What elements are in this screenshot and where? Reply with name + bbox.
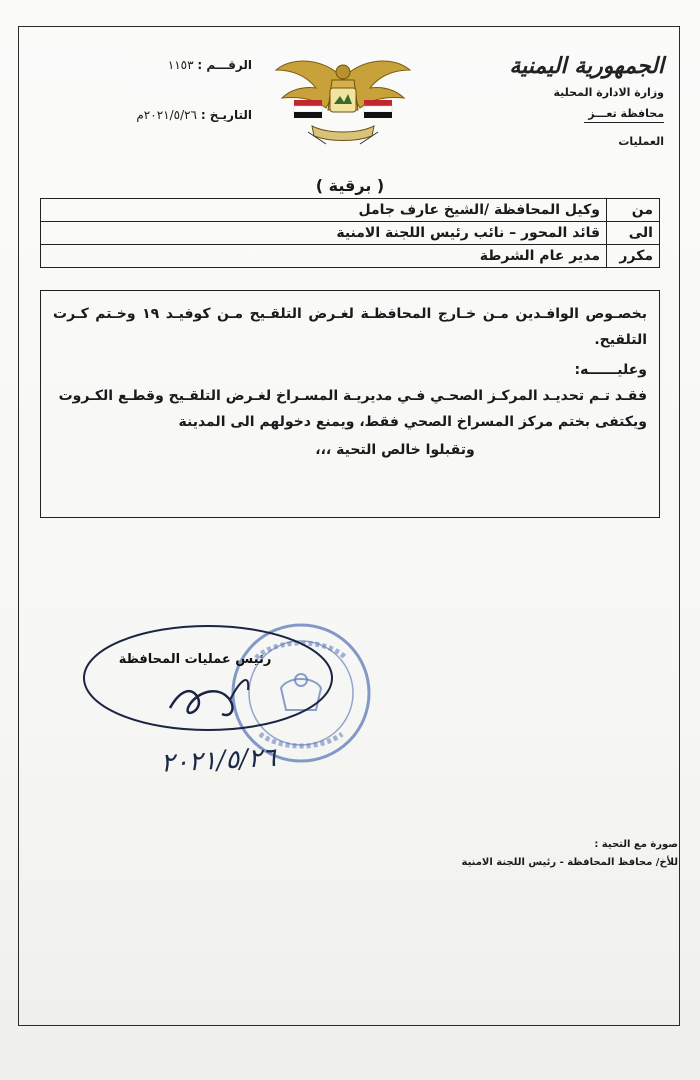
header-reference bbox=[82, 58, 252, 158]
reference-value: ١١٥٣ bbox=[167, 58, 194, 72]
routing-table bbox=[40, 198, 660, 268]
body-paragraph-decision: فقـد تـم تحديـد المركـز الصحـي فـي مديريـة المسـراخ لغـرض التلقـيح وقطـع الكـروت bbox=[58, 388, 647, 404]
routing-key: مكرر bbox=[607, 245, 660, 268]
governorate-label: محافظة تعـــز bbox=[588, 107, 664, 120]
document-title: ( برقية ) bbox=[315, 176, 385, 195]
header-issuer bbox=[464, 52, 664, 148]
routing-value: وكيل المحافظة /الشيخ عارف جامل bbox=[41, 199, 607, 222]
body-paragraph-subject: بخصـوص الوافـدين مـن خـارج المحافظـة لغـرض التلقـيح مـن كوفيـد ١٩ وخـتم كـرت التلقيح. bbox=[53, 306, 647, 348]
handwritten-date: ٢٠٢١/٥/٢٦ bbox=[159, 742, 277, 779]
cc-label: صورة مع التحية : bbox=[594, 839, 678, 850]
date-value: ٢٠٢١/٥/٢٦م bbox=[136, 108, 197, 122]
republic-name: الجمهورية اليمنية bbox=[509, 53, 664, 79]
body-paragraph-restriction: ويكتفى بختم مركز المسراخ الصحي فقط، ويمنع دخولهم الى المدينة bbox=[178, 414, 647, 430]
routing-key: الى bbox=[607, 222, 660, 245]
governorate-name bbox=[464, 107, 664, 123]
signatory-title: رئيس عمليات المحافظة bbox=[118, 652, 272, 667]
message-body bbox=[40, 290, 660, 518]
reference-number-row bbox=[82, 58, 252, 72]
routing-row-to bbox=[41, 222, 660, 245]
cc-recipient: للأخ/ محافظ المحافظة - رئيس اللجنة الامنية bbox=[461, 857, 678, 868]
date-label: التاريـخ : bbox=[200, 108, 252, 122]
routing-value: مدير عام الشرطة bbox=[41, 245, 607, 268]
yemen-emblem-icon bbox=[268, 48, 418, 148]
routing-key: من bbox=[607, 199, 660, 222]
routing-value: قائد المحور – نائب رئيس اللجنة الامنية bbox=[41, 222, 607, 245]
ministry-name: وزارة الادارة المحلية bbox=[553, 86, 664, 99]
date-row bbox=[82, 108, 252, 122]
signature-icon bbox=[80, 620, 340, 740]
carbon-copy-block bbox=[378, 836, 678, 872]
body-paragraph-accordingly: وعليــــــه: bbox=[574, 362, 647, 378]
body-paragraph-closing: وتقبلوا خالص التحية ،،، bbox=[315, 442, 475, 458]
reference-label: الرقـــم : bbox=[197, 58, 252, 72]
governorate-underline bbox=[584, 122, 664, 123]
department-name: العمليات bbox=[618, 135, 664, 148]
routing-row-from bbox=[41, 199, 660, 222]
routing-row-cc bbox=[41, 245, 660, 268]
